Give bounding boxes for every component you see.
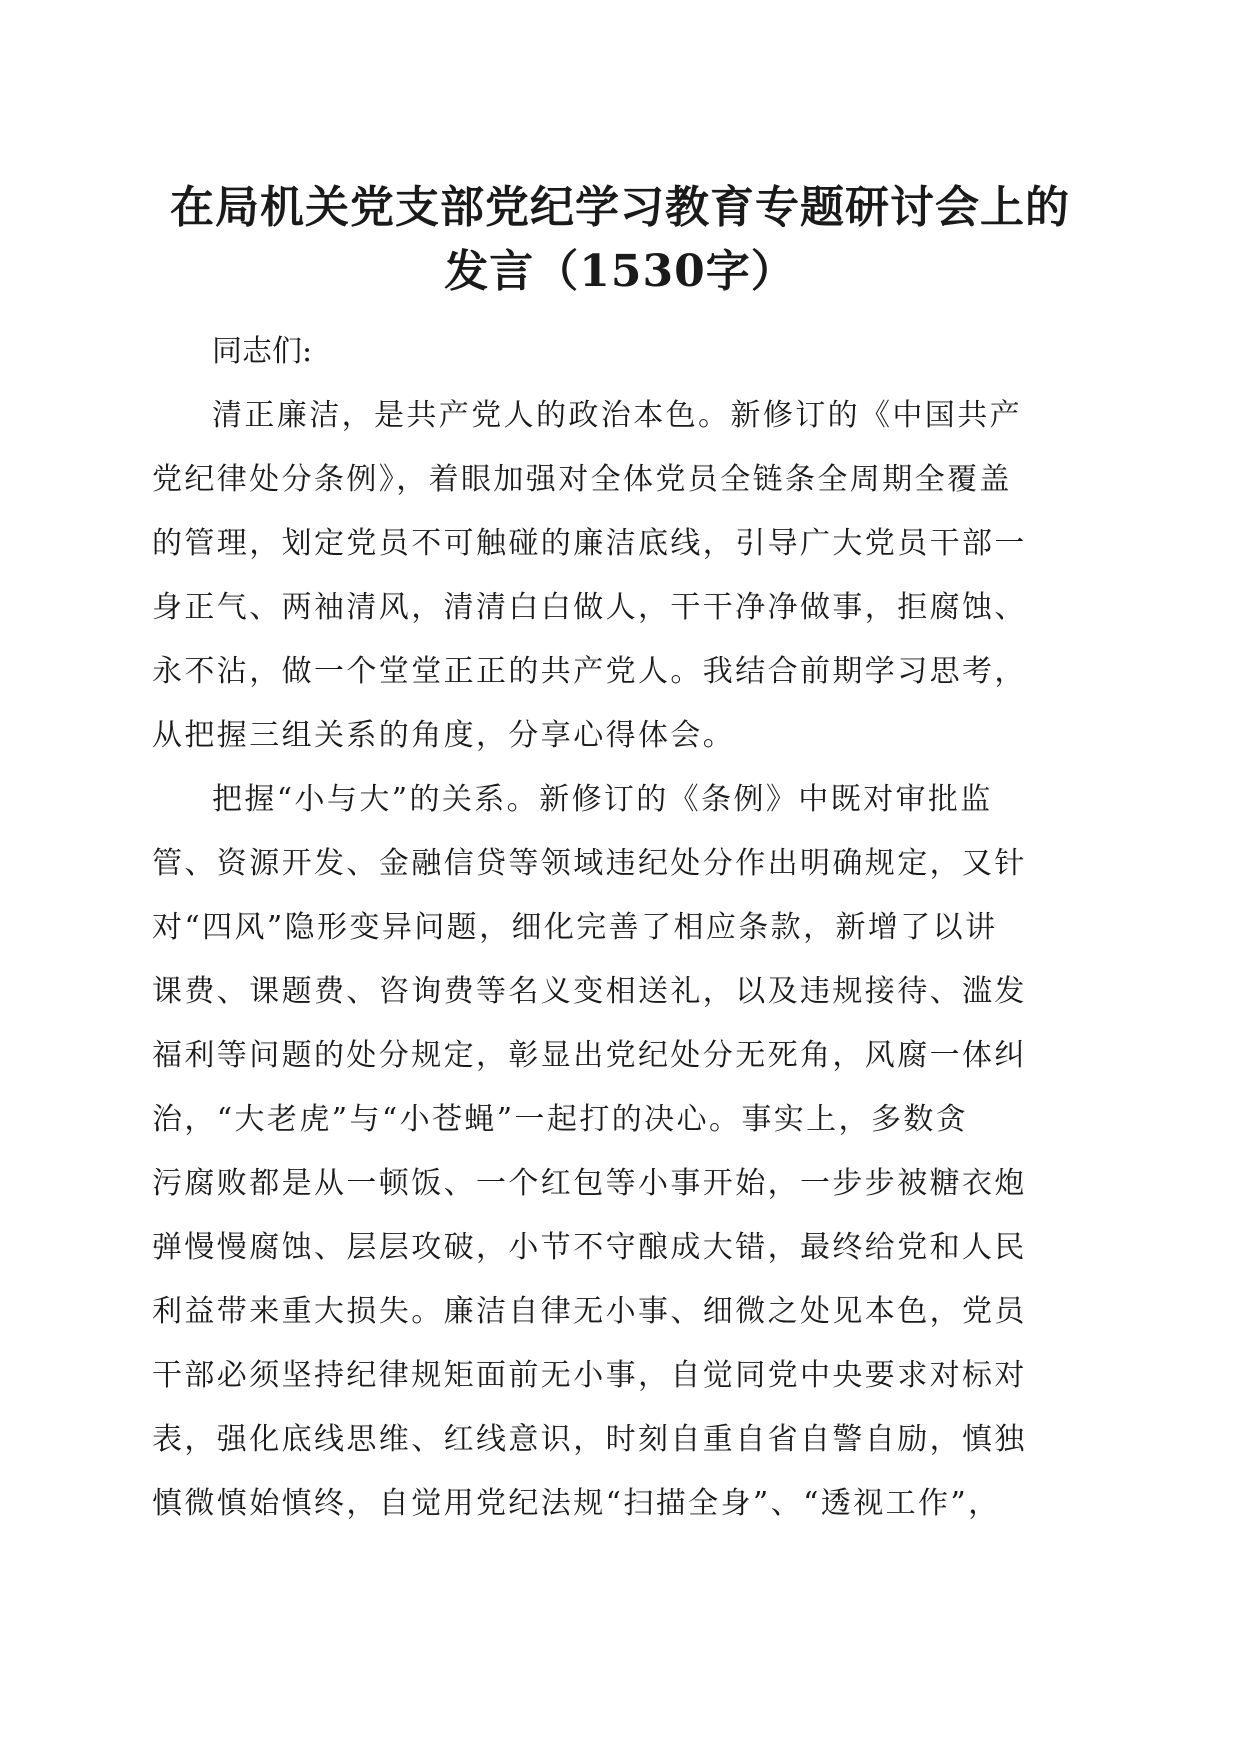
text-line: 干部必须坚持纪律规矩面前无小事，自觉同党中央要求对标对 [152, 1358, 1027, 1393]
text-line: 表，强化底线思维、红线意识，时刻自重自省自警自励，慎独 [152, 1422, 1027, 1457]
title-line-1: 在局机关党支部党纪学习教育专题研讨会上的 [170, 182, 1070, 233]
text-line: 清正廉洁，是共产党人的政治本色。新修订的《中国共产 [212, 398, 1022, 433]
text-line: 从把握三组关系的角度，分享心得体会。 [152, 718, 736, 753]
text-line: 慎微慎始慎终，自觉用党纪法规“扫描全身”、“透视工作”， [152, 1486, 1001, 1521]
text-line: 的管理，划定党员不可触碰的廉洁底线，引导广大党员干部一 [152, 526, 1027, 561]
text-line: 福利等问题的处分规定，彰显出党纪处分无死角，风腐一体纠 [152, 1038, 1027, 1073]
greeting: 同志们: [212, 334, 313, 369]
text-line: 治，“大老虎”与“小苍蝇”一起打的决心。事实上，多数贪 [152, 1102, 969, 1137]
title-line-2: 发言（1530字） [444, 246, 796, 297]
text-line: 永不沾，做一个堂堂正正的共产党人。我结合前期学习思考， [152, 654, 1027, 689]
text-line: 身正气、两袖清风，清清白白做人，干干净净做事，拒腐蚀、 [152, 590, 1027, 625]
text-line: 课费、课题费、咨询费等名义变相送礼，以及违规接待、滥发 [152, 974, 1027, 1009]
text-line: 弹慢慢腐蚀、层层攻破，小节不守酿成大错，最终给党和人民 [152, 1230, 1027, 1265]
text-line: 对“四风”隐形变异问题，细化完善了相应条款，新增了以讲 [152, 910, 998, 945]
text-line: 把握“小与大”的关系。新修订的《条例》中既对审批监 [212, 782, 993, 817]
text-line: 污腐败都是从一顿饭、一个红包等小事开始，一步步被糖衣炮 [152, 1166, 1027, 1201]
document-body [152, 320, 1077, 1536]
text-line: 利益带来重大损失。廉洁自律无小事、细微之处见本色，党员 [152, 1294, 1027, 1329]
document-title [140, 176, 1100, 304]
text-line: 党纪律处分条例》，着眼加强对全体党员全链条全周期全覆盖 [152, 462, 1012, 497]
text-line: 管、资源开发、金融信贷等领域违纪处分作出明确规定，又针 [152, 846, 1027, 881]
paragraph-1 [152, 384, 1077, 768]
paragraph-2 [152, 768, 1077, 1536]
